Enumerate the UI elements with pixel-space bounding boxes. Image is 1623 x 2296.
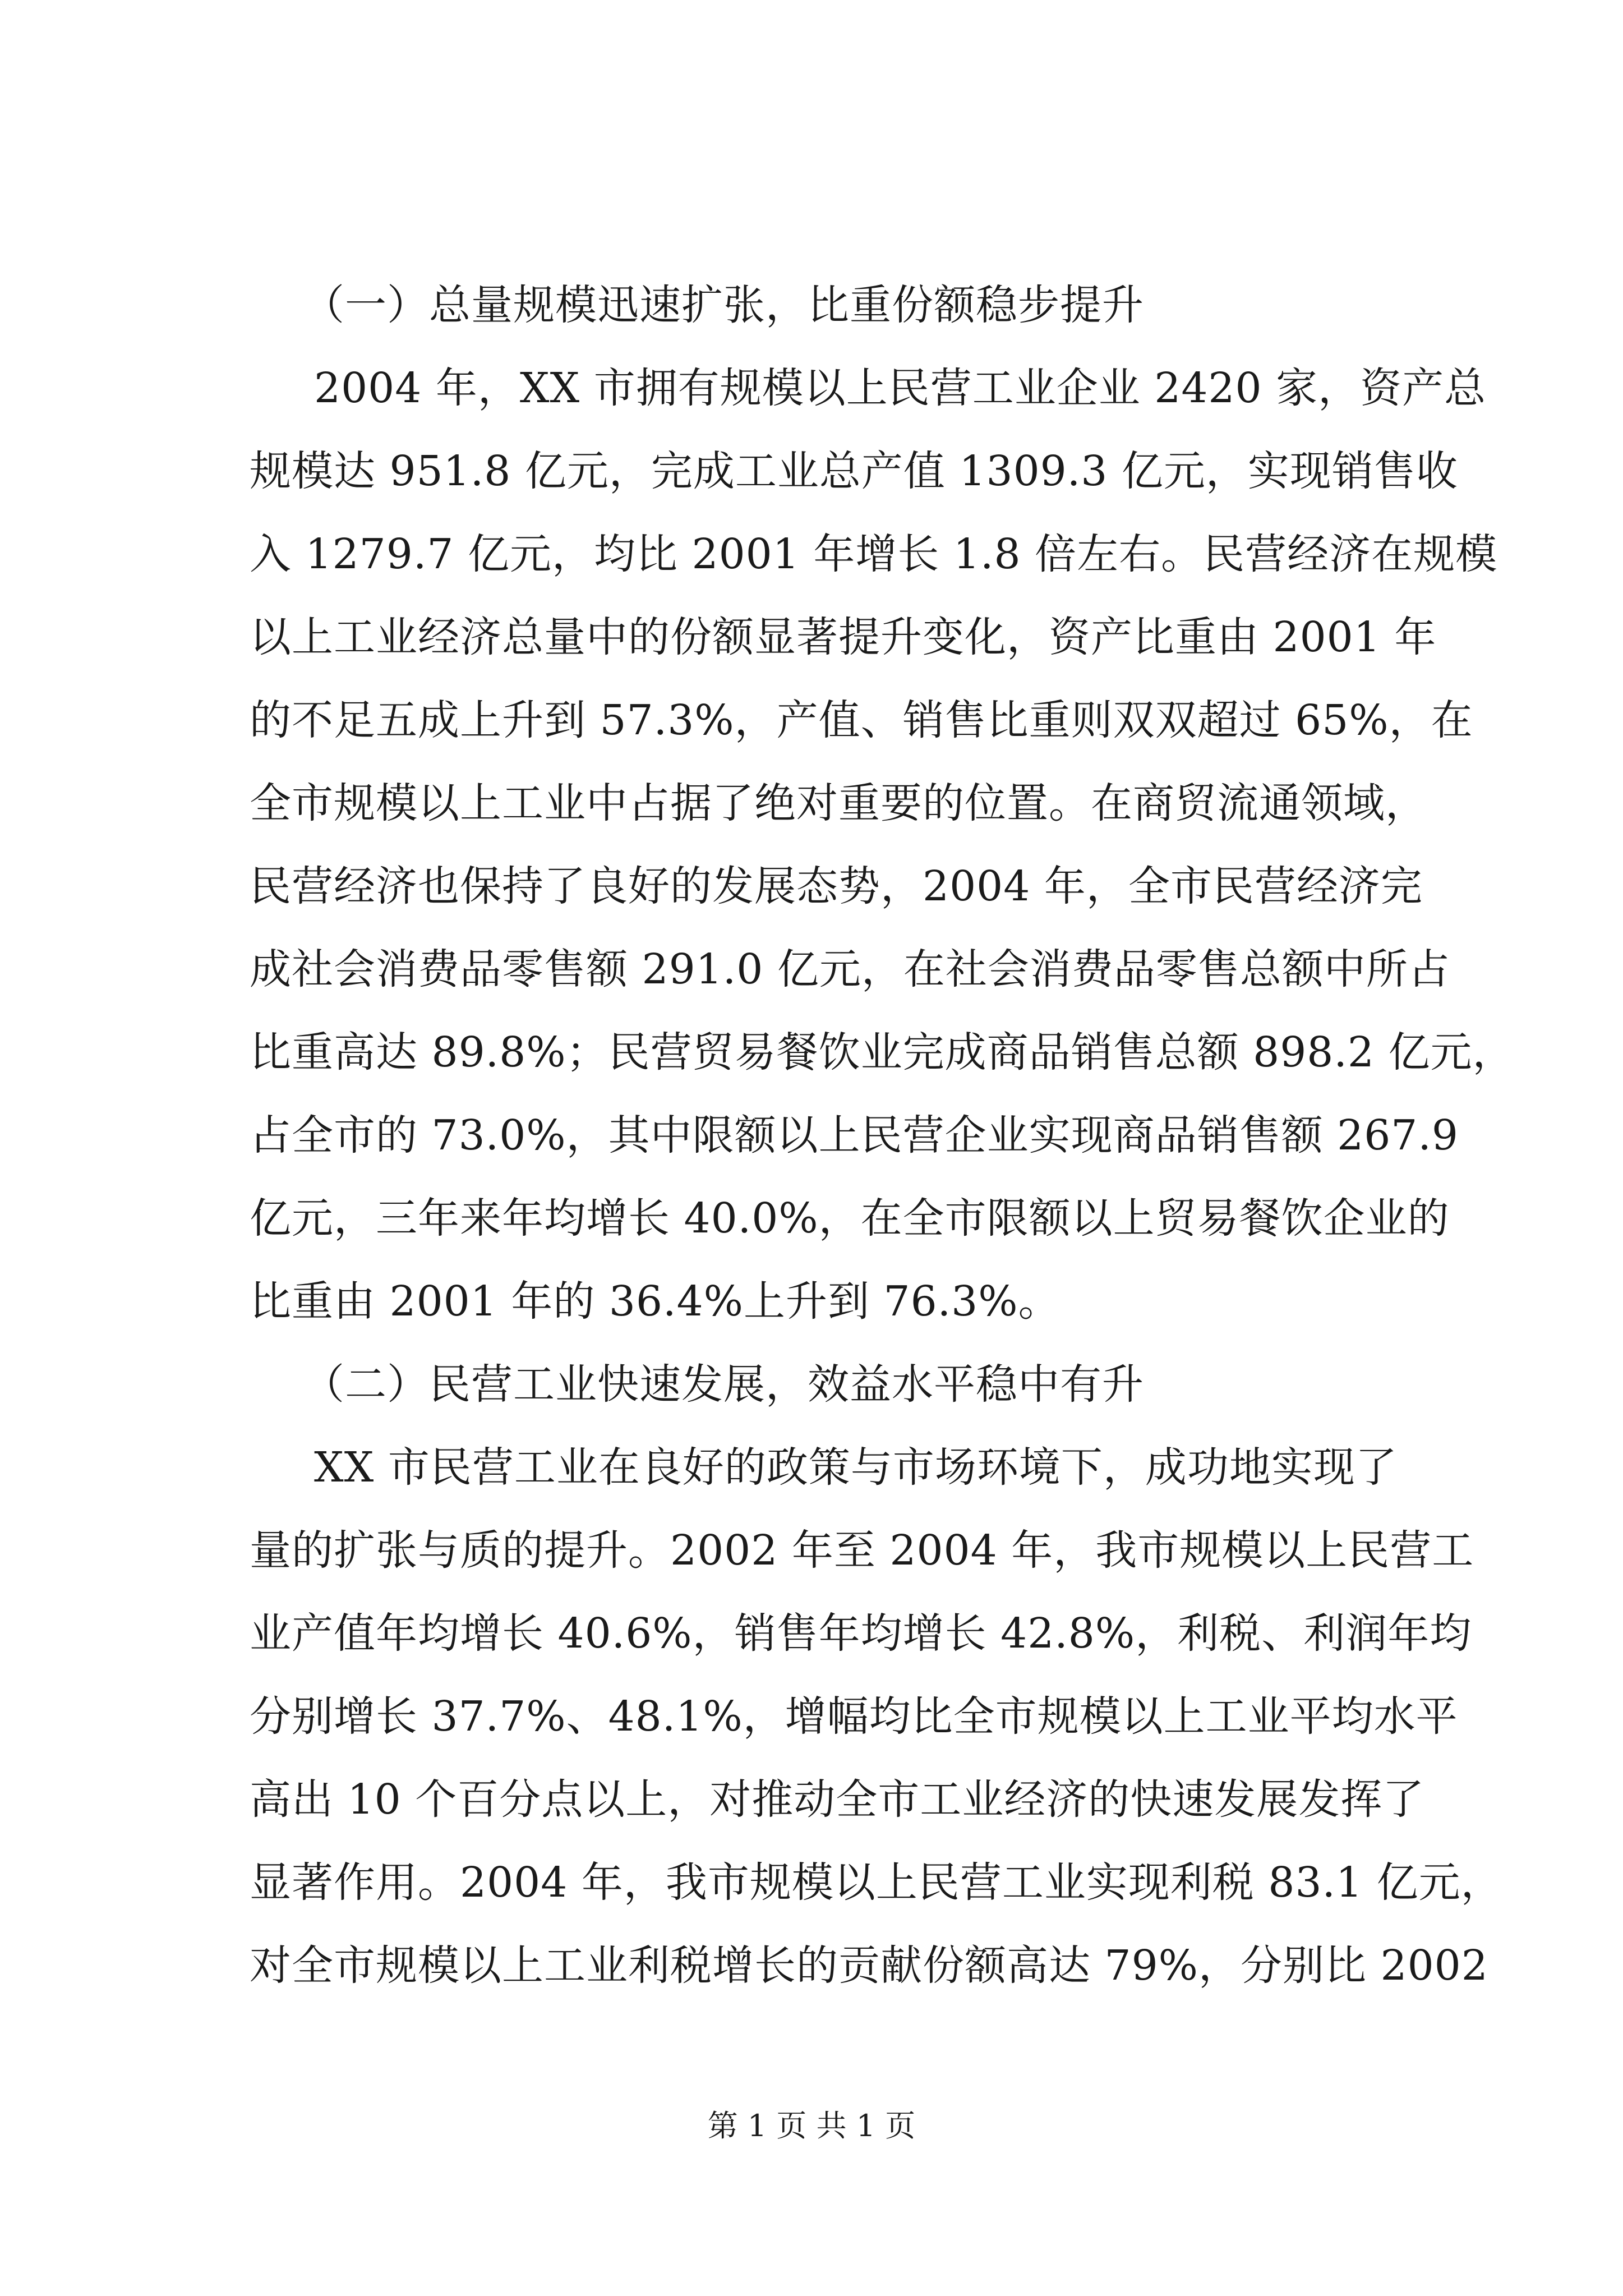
paragraph-line: 规模达 951.8 亿元，完成工业总产值 1309.3 亿元，实现销售收 (250, 447, 1458, 495)
paragraph-line: 比重由 2001 年的 36.4%上升到 76.3%。 (250, 1277, 1061, 1326)
paragraph-line: 亿元，三年来年均增长 40.0%，在全市限额以上贸易餐饮企业的 (250, 1194, 1450, 1243)
paragraph-line: 占全市的 73.0%，其中限额以上民营企业实现商品销售额 267.9 (250, 1111, 1459, 1159)
paragraph-line: 成社会消费品零售额 291.0 亿元，在社会消费品零售总额中所占 (250, 945, 1450, 993)
paragraph-line: 对全市规模以上工业利税增长的贡献份额高达 79%，分别比 2002 (250, 1941, 1488, 1990)
paragraph-line: 入 1279.7 亿元，均比 2001 年增长 1.8 倍左右。民营经济在规模 (250, 530, 1498, 578)
paragraph-line: 的不足五成上升到 57.3%，产值、销售比重则双双超过 65%，在 (250, 696, 1473, 744)
paragraph-line: 量的扩张与质的提升。2002 年至 2004 年，我市规模以上民营工 (250, 1526, 1474, 1575)
paragraph-line: 显著作用。2004 年，我市规模以上民营工业实现利税 83.1 亿元， (250, 1858, 1503, 1907)
paragraph-line: 2004 年，XX 市拥有规模以上民营工业企业 2420 家，资产总 (314, 364, 1487, 412)
paragraph-line: 全市规模以上工业中占据了绝对重要的位置。在商贸流通领域， (250, 779, 1427, 827)
paragraph-line: 比重高达 89.8%；民营贸易餐饮业完成商品销售总额 898.2 亿元， (250, 1028, 1515, 1076)
document-body (250, 264, 1515, 2007)
paragraph-line: XX 市民营工业在良好的政策与市场环境下，成功地实现了 (314, 1443, 1398, 1492)
paragraph-line: 业产值年均增长 40.6%，销售年均增长 42.8%，利税、利润年均 (250, 1609, 1472, 1658)
paragraph-line: 民营经济也保持了良好的发展态势，2004 年，全市民营经济完 (250, 862, 1423, 910)
paragraph-line: 以上工业经济总量中的份额显著提升变化，资产比重由 2001 年 (250, 613, 1437, 661)
paragraph-line: 分别增长 37.7%、48.1%，增幅均比全市规模以上工业平均水平 (250, 1692, 1458, 1741)
page-number-footer: 第 1 页 共 1 页 (707, 2108, 916, 2143)
paragraph-line: 高出 10 个百分点以上，对推动全市工业经济的快速发展发挥了 (250, 1775, 1425, 1824)
section-1-heading: （一）总量规模迅速扩张，比重份额稳步提升 (303, 281, 1144, 329)
section-2-heading: （二）民营工业快速发展，效益水平稳中有升 (303, 1360, 1144, 1409)
